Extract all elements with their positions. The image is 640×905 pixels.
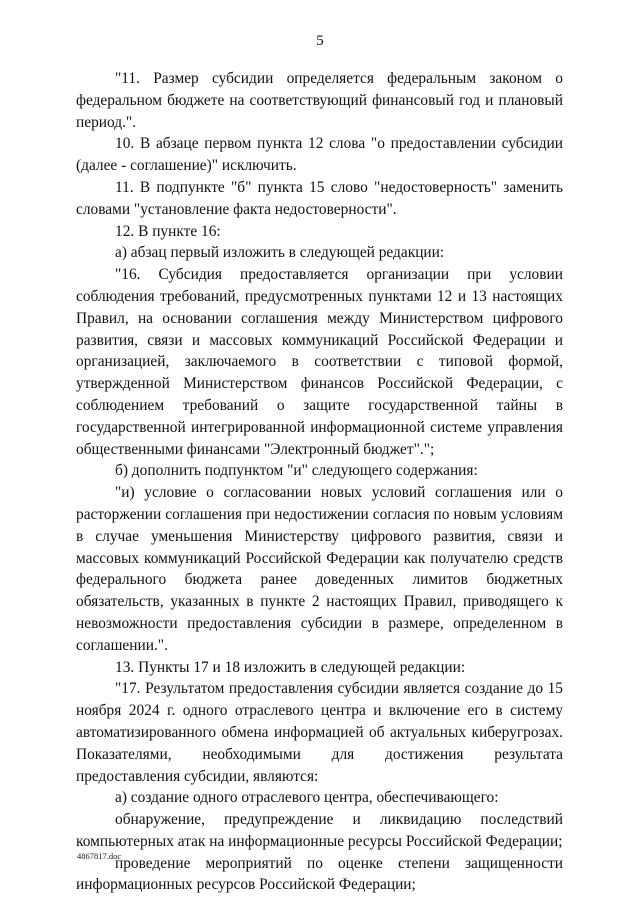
paragraph-item-12: 12. В пункте 16:: [115, 222, 221, 240]
paragraph-detection-item: обнаружение, предупреждение и ликвидацию последствий компьютерных атак на информационные ресурсы Российской Федерации;: [76, 811, 563, 850]
paragraph-clause-16-quote: "16. Субсидия предоставляется организации при условии соблюдения требований, предусмотренных пунктами 12 и 13 настоящих Правил, на основании соглашения между Министерством цифрового развития, связи и массовых коммуникаций Российской Федерации и организацией, заключаемого в соответствии с типовой формой, утвержденной Министерством финансов Российской Федерации, с соблюдением требований о защите государственной тайны в государственной интегрированной информационной системе управления общественными финансами "Электронный бюджет".";: [76, 266, 563, 458]
paragraph-item-13: 13. Пункты 17 и 18 изложить в следующей редакции:: [115, 658, 466, 676]
paragraph-assessment-item: проведение мероприятий по оценке степени защищенности информационных ресурсов Российской Федерации;: [76, 854, 563, 894]
paragraph-subitem-b: б) дополнить подпунктом "и" следующего содержания:: [115, 462, 478, 480]
document-footer-code: 4867817.doc: [77, 851, 122, 861]
document-body: [76, 68, 563, 896]
paragraph-item-10: 10. В абзаце первом пункта 12 слова "о предоставлении субсидии (далее - соглашение)" исключить.: [76, 135, 563, 175]
paragraph-subitem-a: а) абзац первый изложить в следующей редакции:: [115, 244, 445, 262]
paragraph-clause-17-quote: "17. Результатом предоставления субсидии является создание до 15 ноября 2024 г. одного отраслевого центра и включение его в систему автоматизированного обмена информацией об актуальных киберугрозах. Показателями, необходимыми для достижения результата предоставления субсидии, являются:: [76, 680, 563, 785]
paragraph-subclause-i-quote: "и) условие о согласовании новых условий соглашения или о расторжении соглашения при недостижении согласия по новым условиям в случае уменьшения Министерству цифрового развития, связи и массовых коммуникаций Российской Федерации как получателю средств федерального бюджета ранее доведенных лимитов бюджетных обязательств, указанных в пункте 2 настоящих Правил, приводящего к невозможности предоставления субсидии в размере, определенном в соглашении.".: [76, 484, 563, 654]
page-number: 5: [316, 33, 324, 49]
paragraph-item-11: 11. В подпункте "б" пункта 15 слово "недостоверность" заменить словами "установление факта недостоверности".: [76, 178, 563, 218]
paragraph-indicator-a: а) создание одного отраслевого центра, обеспечивающего:: [115, 789, 499, 807]
paragraph-clause-11-quote: "11. Размер субсидии определяется федеральным законом о федеральном бюджете на соответствующий финансовый год и плановый период.".: [76, 70, 563, 131]
